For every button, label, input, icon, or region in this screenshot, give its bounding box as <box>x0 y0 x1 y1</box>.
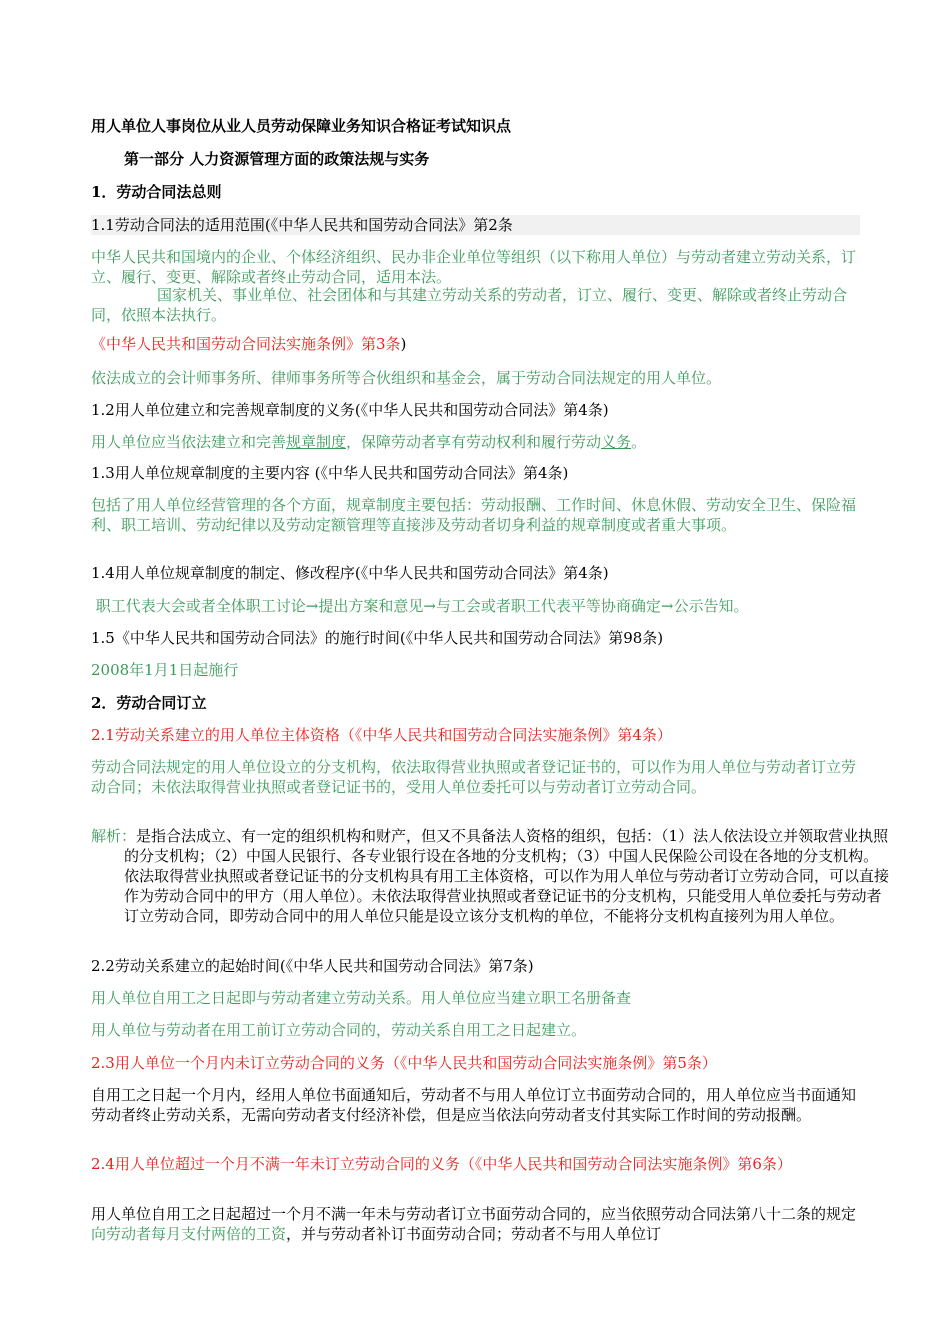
part-heading: 第一部分 人力资源管理方面的政策法规与实务 <box>124 150 430 168</box>
s22-para-2: 用人单位与劳动者在用工前订立劳动合同的，劳动关系自用工之日起建立。 <box>91 1021 587 1039</box>
s11-heading <box>91 215 860 235</box>
doc-title: 用人单位人事岗位从业人员劳动保障业务知识合格证考试知识点 <box>91 117 512 135</box>
s15-heading: 1.5《中华人民共和国劳动合同法》的施行时间(《中华人民共和国劳动合同法》第98条) <box>91 629 664 647</box>
s22-heading: 2.2劳动关系建立的起始时间(《中华人民共和国劳动合同法》第7条) <box>91 957 534 975</box>
s23-heading: 2.3用人单位一个月内未订立劳动合同的义务（《中华人民共和国劳动合同法实施条例》第5条） <box>91 1054 717 1072</box>
s21-para: 劳动合同法规定的用人单位设立的分支机构，依法取得营业执照或者登记证书的，可以作为用人单位与劳动者订立劳动合同；未依法取得营业执照或者登记证书的，受用人单位委托可以与劳动者订立劳动合同。 <box>91 758 857 796</box>
s11-para-2: 国家机关、事业单位、社会团体和与其建立劳动关系的劳动者，订立、履行、变更、解除或者终止劳动合同，依照本法执行。 <box>91 286 848 324</box>
s14-heading: 1.4用人单位规章制度的制定、修改程序(《中华人民共和国劳动合同法》第4条) <box>91 564 609 582</box>
s11-reference-tail: ) <box>400 335 407 353</box>
s24-text-b: 向劳动者每月支付两倍的工资 <box>91 1225 287 1243</box>
s21-note <box>91 826 893 926</box>
s12-text-c: ，保障劳动者享有劳动权利和履行劳动 <box>346 433 602 451</box>
s12-para <box>91 432 646 452</box>
s15-para: 2008年1月1日起施行 <box>91 661 239 679</box>
s13-heading: 1.3用人单位规章制度的主要内容 (《中华人民共和国劳动合同法》第4条) <box>91 464 569 482</box>
section-1-heading: 1．劳动合同法总则 <box>91 183 222 201</box>
s11-reference <box>91 334 406 354</box>
s11-reference-title: 《中华人民共和国劳动合同法实施条例》第3条 <box>91 335 401 353</box>
s24-heading: 2.4用人单位超过一个月不满一年未订立劳动合同的义务（《中华人民共和国劳动合同法实施条例》第6条） <box>91 1155 792 1173</box>
s13-para: 包括了用人单位经营管理的各个方面，规章制度主要包括：劳动报酬、工作时间、休息休假、劳动安全卫生、保险福利、职工培训、劳动纪律以及劳动定额管理等直接涉及劳动者切身利益的规章制度或者重大事项。 <box>91 496 857 534</box>
s11-para-1: 中华人民共和国境内的企业、个体经济组织、民办非企业单位等组织（以下称用人单位）与劳动者建立劳动关系，订立、履行、变更、解除或者终止劳动合同，适用本法。 <box>91 248 857 286</box>
s12-link-duty[interactable]: 义务 <box>601 433 632 451</box>
s21-note-label: 解析： <box>91 827 137 845</box>
s14-para: 职工代表大会或者全体职工讨论→提出方案和意见→与工会或者职工代表平等协商确定→公示告知。 <box>91 597 749 615</box>
section-2-heading: 2．劳动合同订立 <box>91 694 207 712</box>
s11-para-3: 依法成立的会计师事务所、律师事务所等合伙组织和基金会，属于劳动合同法规定的用人单位。 <box>91 369 722 387</box>
s12-text-a: 用人单位应当依法建立和完善 <box>91 433 287 451</box>
s24-text-c: ，并与劳动者补订书面劳动合同；劳动者不与用人单位订 <box>286 1225 662 1243</box>
s12-heading: 1.2用人单位建立和完善规章制度的义务(《中华人民共和国劳动合同法》第4条) <box>91 401 609 419</box>
s22-para-1: 用人单位自用工之日起即与劳动者建立劳动关系。用人单位应当建立职工名册备查 <box>91 989 632 1007</box>
s21-note-text: 是指合法成立、有一定的组织机构和财产，但又不具备法人资格的组织，包括：（1）法人依法设立并领取营业执照的分支机构；（2）中国人民银行、各专业银行设在各地的分支机构；（3）中国人民保险公司设在各地的分支机构。依法取得营业执照或者登记证书的分支机构具有用工主体资格，可以作为用人单位与劳动者订立劳动合同，可以直接作为劳动合同中的甲方（用人单位）。未依法取得营业执照或者登记证书的分支机构，只能受用人单位委托与劳动者订立劳动合同，即劳动合同中的用人单位只能是设立该分支机构的单位，不能将分支机构直接列为用人单位。 <box>124 827 890 925</box>
s12-text-e: 。 <box>631 433 647 451</box>
s12-link-rules[interactable]: 规章制度 <box>286 433 347 451</box>
s24-text-a: 用人单位自用工之日起超过一个月不满一年未与劳动者订立书面劳动合同的，应当依照劳动合同法第八十二条的规定 <box>91 1205 857 1223</box>
s23-para: 自用工之日起一个月内，经用人单位书面通知后，劳动者不与用人单位订立书面劳动合同的，用人单位应当书面通知劳动者终止劳动关系，无需向劳动者支付经济补偿，但是应当依法向劳动者支付其实际工作时间的劳动报酬。 <box>91 1086 857 1124</box>
s11-heading-text: 1.1劳动合同法的适用范围(《中华人民共和国劳动合同法》第2条 <box>91 215 860 235</box>
s24-para <box>91 1204 860 1244</box>
s21-heading: 2.1劳动关系建立的用人单位主体资格（《中华人民共和国劳动合同法实施条例》第4条） <box>91 726 672 744</box>
